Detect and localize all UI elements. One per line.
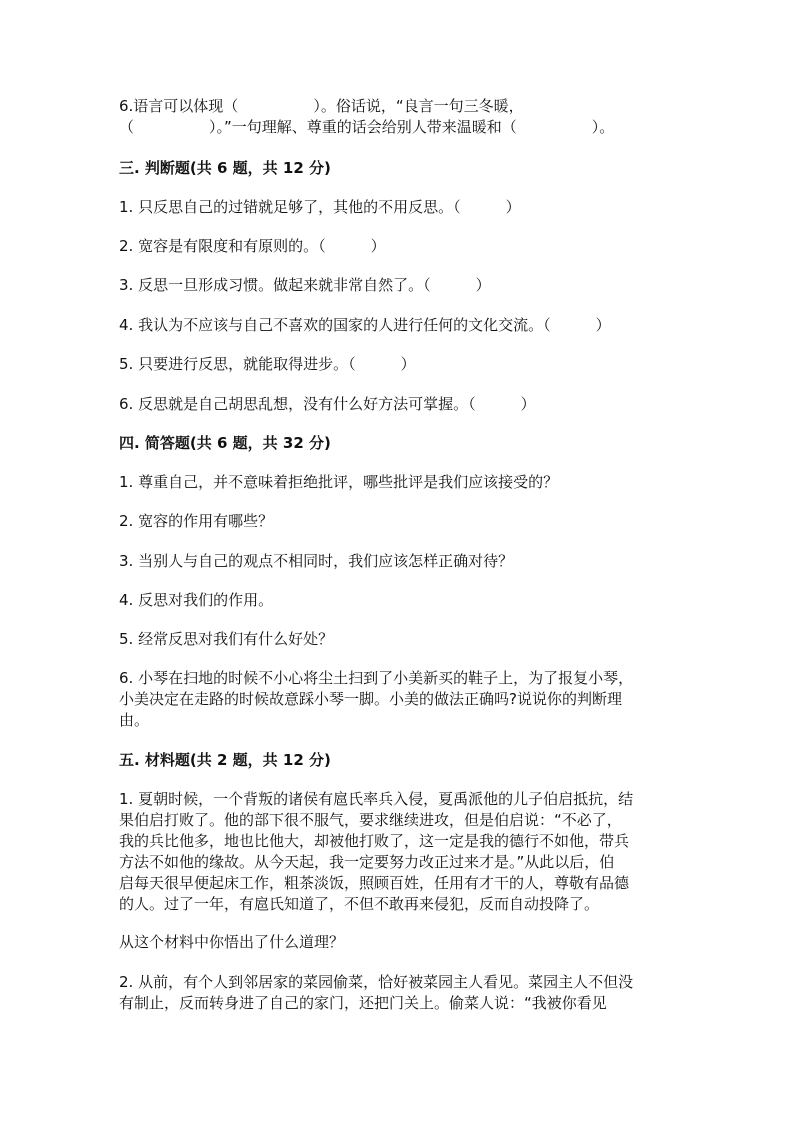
section-title-short-answer: 四. 简答题(共 6 题，共 32 分) — [119, 434, 331, 452]
material-line: 的人。过了一年，有扈氏知道了，不但不敢再来侵犯，反而自动投降了。 — [119, 895, 600, 913]
judgement-question-5: 5. 只要进行反思，就能取得进步。（ ） — [119, 355, 416, 373]
question-line: （ ）。”一句理解、尊重的话会给别人带来温暖和（ ）。 — [119, 118, 615, 136]
short-answer-question-1: 1. 尊重自己，并不意味着拒绝批评，哪些批评是我们应该接受的？ — [119, 473, 559, 491]
material-question-1-prompt: 从这个材料中你悟出了什么道理？ — [119, 933, 345, 951]
judgement-question-1: 1. 只反思自己的过错就足够了，其他的不用反思。（ ） — [119, 198, 521, 216]
section-title-material: 五. 材料题(共 2 题，共 12 分) — [119, 751, 331, 769]
short-answer-question-6 — [119, 668, 679, 731]
judgement-question-6: 6. 反思就是自己胡思乱想，没有什么好方法可掌握。（ ） — [119, 395, 536, 413]
short-answer-question-3: 3. 当别人与自己的观点不相同时，我们应该怎样正确对待？ — [119, 552, 514, 570]
material-line: 1. 夏朝时候，一个背叛的诸侯有扈氏率兵入侵，夏禹派他的儿子伯启抵抗，结 — [119, 790, 634, 808]
fill-in-question-6 — [119, 96, 679, 138]
material-line: 我的兵比他多，地也比他大，却被他打败了，这一定是我的德行不如他，带兵 — [119, 832, 630, 850]
question-line: 6. 小琴在扫地的时候不小心将尘土扫到了小美新买的鞋子上，为了报复小琴， — [119, 669, 634, 687]
material-line: 2. 从前，有个人到邻居家的菜园偷菜，恰好被菜园主人看见。菜园主人不但没 — [119, 973, 634, 991]
section-title-judgement: 三. 判断题(共 6 题，共 12 分) — [119, 159, 331, 177]
question-line: 由。 — [119, 711, 150, 729]
material-question-2 — [119, 972, 679, 1014]
question-line: 小美决定在走路的时候故意踩小琴一脚。小美的做法正确吗?说说你的判断理 — [119, 690, 622, 708]
judgement-question-2: 2. 宽容是有限度和有原则的。（ ） — [119, 237, 386, 255]
material-question-1 — [119, 789, 679, 915]
material-line: 有制止，反而转身进了自己的家门，还把门关上。偷菜人说：“我被你看见 — [119, 994, 607, 1012]
material-line: 启每天很早便起床工作，粗茶淡饭，照顾百姓，任用有才干的人，尊敬有品德 — [119, 874, 630, 892]
short-answer-question-2: 2. 宽容的作用有哪些？ — [119, 512, 274, 530]
judgement-question-4: 4. 我认为不应该与自己不喜欢的国家的人进行任何的文化交流。（ ） — [119, 316, 611, 334]
material-line: 果伯启打败了。他的部下很不服气，要求继续进攻，但是伯启说：“不必了， — [119, 811, 622, 829]
short-answer-question-5: 5. 经常反思对我们有什么好处？ — [119, 630, 334, 648]
judgement-question-3: 3. 反思一旦形成习惯。做起来就非常自然了。（ ） — [119, 276, 491, 294]
material-line: 方法不如他的缘故。从今天起，我一定要努力改正过来才是。”从此以后，伯 — [119, 853, 615, 871]
question-line: 6.语言可以体现（ ）。俗话说，“良言一句三冬暖， — [119, 97, 524, 115]
short-answer-question-4: 4. 反思对我们的作用。 — [119, 591, 274, 609]
